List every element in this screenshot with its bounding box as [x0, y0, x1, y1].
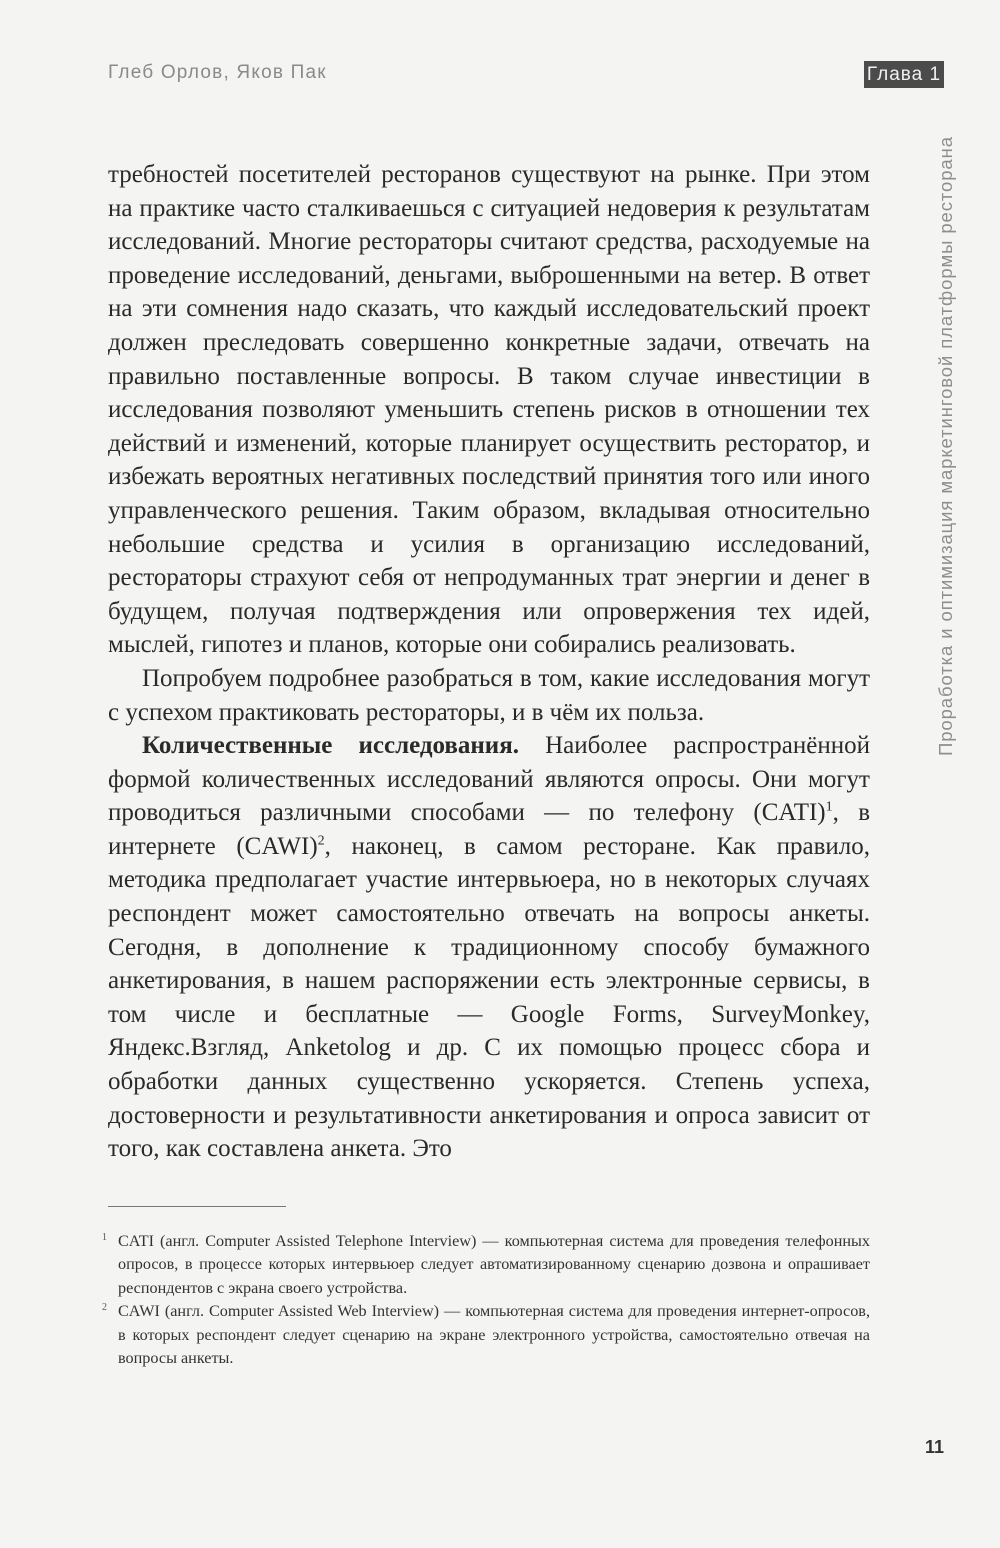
header-authors: Глеб Орлов, Яков Пак: [108, 62, 327, 83]
footnote-ref-1[interactable]: 1: [825, 799, 833, 815]
footnote-separator: [108, 1206, 286, 1207]
footnote-1-text: CATI (англ. Computer Assisted Telephone Interview) — компьютерная система для проведения телефонных опросов, в процессе которых интервьюер следует автоматизированному сценарию дозвона и опрашивает респондентов с экрана своего устройства.: [118, 1232, 870, 1297]
footnotes: [102, 1230, 870, 1370]
footnote-2-number: 2: [102, 1302, 107, 1314]
section-heading: Количественные исследования.: [142, 732, 519, 760]
footnote-2-text: CAWI (англ. Computer Assisted Web Interview) — компьютерная система для проведения интернет-опросов, в которых респондент следует сценарию на экране электронного устройства, самостоятельно отвечая на вопросы анкеты.: [118, 1302, 870, 1368]
footnote-ref-2[interactable]: 2: [317, 833, 325, 849]
chapter-badge: Глава 1: [864, 61, 944, 88]
footnote-1: [102, 1230, 870, 1300]
footnote-2: [102, 1300, 870, 1370]
body-text: [108, 158, 870, 1166]
paragraph-3: [108, 729, 870, 1166]
footnote-1-number: 1: [102, 1232, 107, 1243]
paragraph-3-part-b: , в интернете (CAWI): [108, 799, 870, 860]
paragraph-2: Попробуем подробнее разобраться в том, какие исследования могут с успехом практиковать рестораторы, и в чём их польза.: [108, 664, 870, 726]
paragraph-3-part-c: , наконец, в самом ресторане. Как правило, методика предполагает участие интервьюера, но в некоторых случаях респондент может самостоятельно отвечать на вопросы анкеты. Сегодня, в дополнение к традиционному способу бумажного анкетирования, в нашем распоряжении есть электронные сервисы, в том числе и бесплатные — Google Forms, SurveyMonkey, Яндекс.Взгляд, Anketolog и др. С их помощью процесс сбора и обработки данных существенно ускоряется. Степень успеха, достоверности и результативности анкетирования и опроса зависит от того, как составлена анкета. Это: [108, 832, 870, 1163]
paragraph-3-part-a: Наиболее распространённой формой количественных исследований являются опросы. Они могут проводиться различными способами — по телефону (CATI): [108, 732, 870, 827]
paragraph-1: требностей посетителей ресторанов существуют на рынке. При этом на практике часто сталкиваешься с ситуацией недоверия к результатам исследований. Многие рестораторы считают средства, расходуемые на проведение исследований, деньгами, выброшенными на ветер. В ответ на эти сомнения надо сказать, что каждый исследовательский проект должен преследовать совершенно конкретные задачи, отвечать на правильно поставленные вопросы. В таком случае инвестиции в исследования позволяют уменьшить степень рисков в отношении тех действий и изменений, которые планирует осуществить ресторатор, и избежать вероятных негативных последствий принятия того или иного управленческого решения. Таким образом, вкладывая относительно небольшие средства и усилия в организацию исследований, рестораторы страхуют себя от непродуманных трат энергии и денег в будущем, получая подтверждения или опровержения тех идей, мыслей, гипотез и планов, которые они собирались реализовать.: [108, 161, 870, 659]
page-number: 11: [924, 1437, 944, 1457]
side-running-title: Проработка и оптимизация маркетинговой платформы ресторана: [935, 136, 956, 756]
